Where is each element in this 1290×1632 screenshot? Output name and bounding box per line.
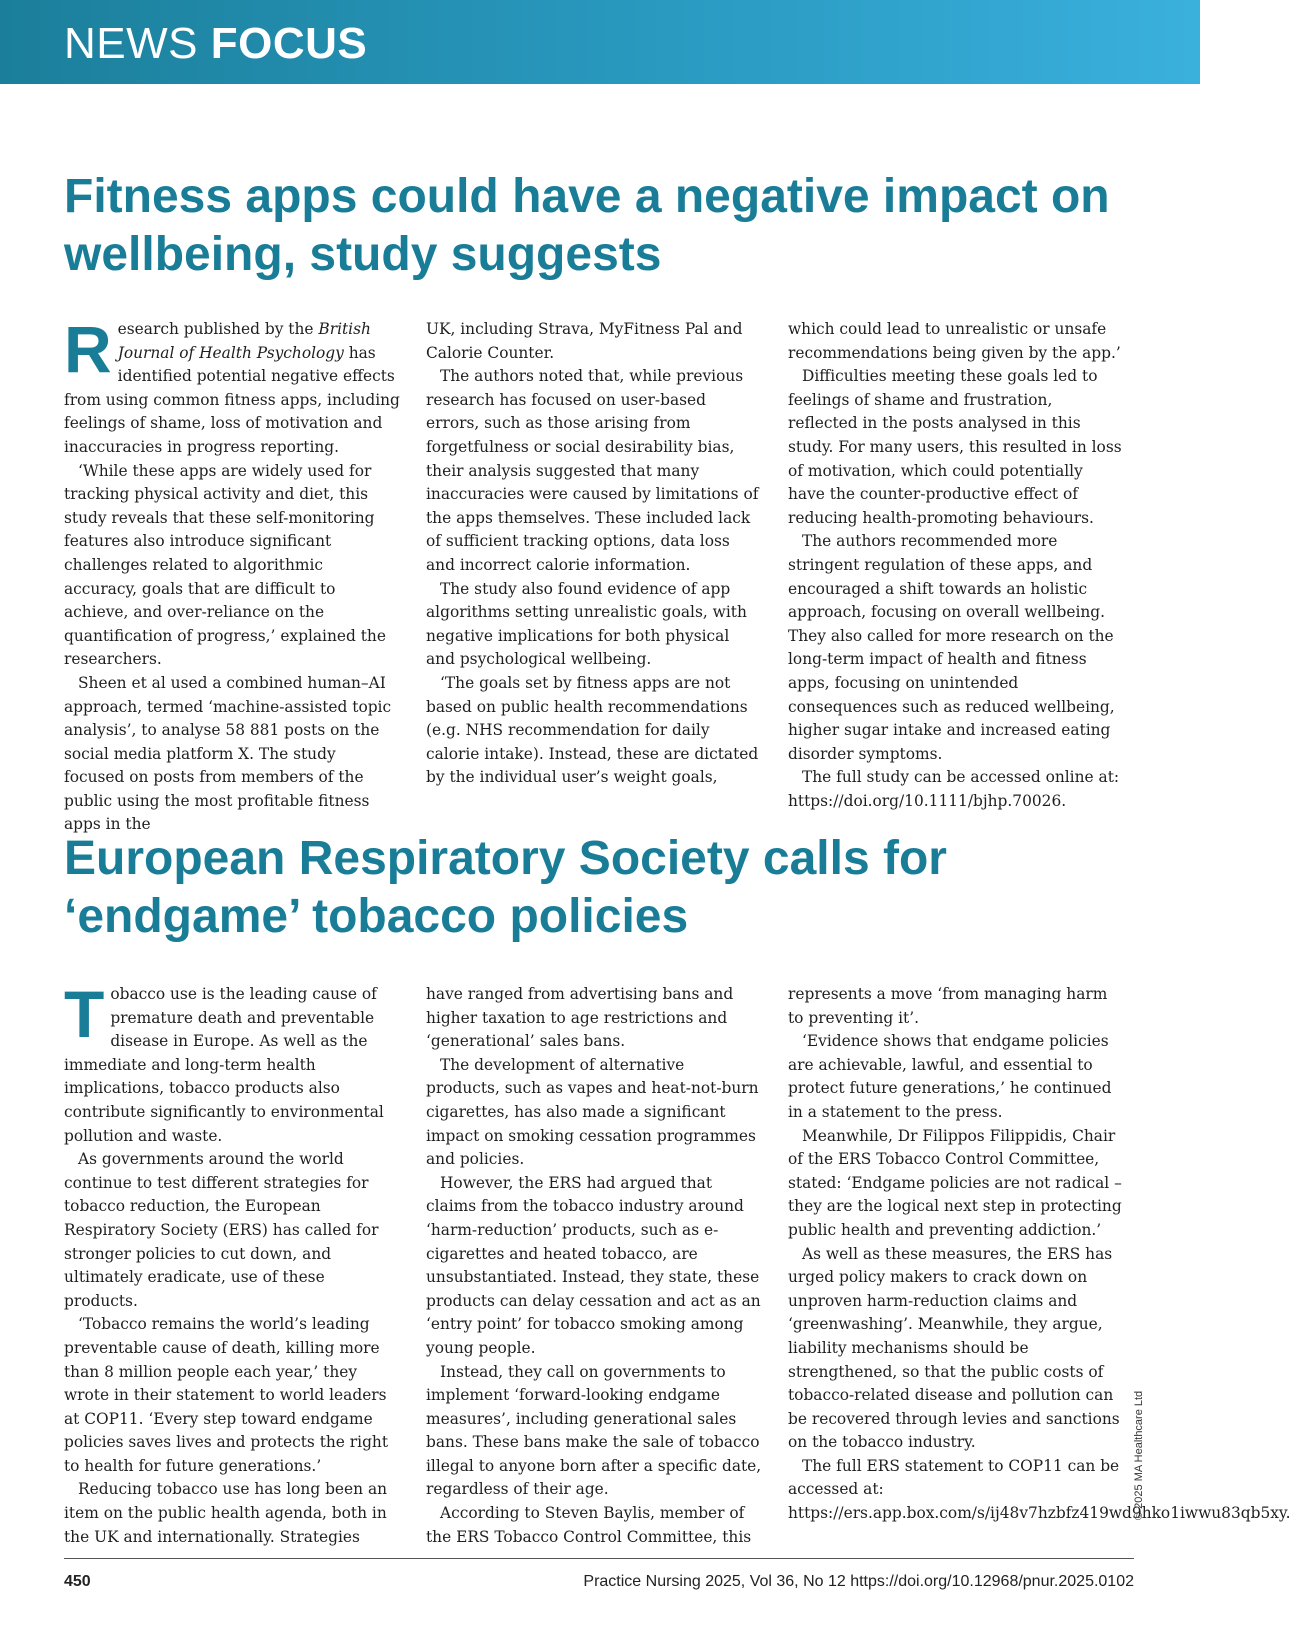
section-title [64, 19, 368, 68]
article1-paragraph: UK, including Strava, MyFitness Pal and Calorie Counter. [426, 320, 743, 362]
article2-paragraph: Reducing tobacco use has long been an item on the public health agenda, both in the UK and internationally. Strategies [64, 1480, 388, 1546]
journal-name: British Journal of Health Psychology [117, 320, 371, 362]
article1-paragraph: The authors noted that, while previous research has focused on user-based errors, such as those arising from forgetfulness or social desirability bias, their analysis suggested that many inaccuracies were caused by limitations of the apps themselves. These included lack of sufficient tracking options, data loss and incorrect calorie information. [426, 367, 759, 574]
article1-body [64, 312, 1134, 837]
copyright-notice: © 2025 MA Healthcare Ltd [1133, 1390, 1145, 1520]
article1-paragraph: esearch published by the [117, 320, 319, 338]
page-number: 450 [64, 1573, 91, 1590]
article2-paragraph: have ranged from advertising bans and higher taxation to age restrictions and ‘generational’ sales bans. [426, 985, 734, 1051]
article1-column-3 [788, 318, 1124, 837]
section-banner [0, 0, 1200, 84]
article2-paragraph: obacco use is the leading cause of premature death and preventable disease in Europe. As well as the immediate and long-term health implications, tobacco products also contribute significantly to environmental pollution and waste. [64, 985, 384, 1145]
article2-headline: European Respiratory Society calls for ‘endgame’ tobacco policies [64, 832, 947, 943]
article2-column-1 [64, 977, 400, 1549]
article2-dropcap: T [64, 977, 105, 1051]
article1-column-2 [426, 318, 762, 837]
article1-paragraph: has identified potential negative effects from using common fitness apps, including feelings of shame, loss of motivation and inaccuracies in progress reporting. [64, 343, 400, 456]
section-title-bold: FOCUS [210, 19, 368, 68]
article2-paragraph: Meanwhile, Dr Filippos Filippidis, Chair of the ERS Tobacco Control Committee, stated: ‘Endgame policies are not radical – they are the logical next step in protecting public health and preventing addiction.’ [788, 1126, 1122, 1239]
article1-column-1 [64, 312, 400, 837]
article1-paragraph: The study also found evidence of app algorithms setting unrealistic goals, with negative implications for both physical and psychological wellbeing. [426, 579, 747, 669]
article1-paragraph: Difficulties meeting these goals led to feelings of shame and frustration, reflected in the posts analysed in this study. For many users, this resulted in loss of motivation, which could potentially have the counter-productive effect of reducing health-promoting behaviours. [788, 367, 1122, 527]
footer-citation: Practice Nursing 2025, Vol 36, No 12 https://doi.org/10.12968/pnur.2025.0102 [583, 1573, 1134, 1590]
article2-paragraph: ‘Evidence shows that endgame policies are achievable, lawful, and essential to protect future generations,’ he continued in a statement to the press. [788, 1032, 1112, 1121]
article1-paragraph: ‘While these apps are widely used for tracking physical activity and diet, this study reveals that these self-monitoring features also introduce significant challenges related to algorithmic accuracy, goals that are difficult to achieve, and over-reliance on the quantification of progress,’ explained the researchers. [64, 461, 386, 669]
article1-paragraph: Sheen et al used a combined human–AI approach, termed ‘machine-assisted topic analysis’, to analyse 58 881 posts on the social media platform X. The study focused on posts from members of the public using the most profitable fitness apps in the [64, 673, 392, 834]
article1-paragraph: The authors recommended more stringent regulation of these apps, and encouraged a shift towards an holistic approach, focusing on overall wellbeing. They also called for more research on the long-term impact of health and fitness apps, focusing on unintended consequences such as reduced wellbeing, higher sugar intake and increased eating disorder symptoms. [788, 532, 1115, 763]
article2-column-2 [426, 983, 762, 1549]
article2-paragraph: According to Steven Baylis, member of the ERS Tobacco Control Committee, this [426, 1504, 752, 1546]
section-title-light: NEWS [64, 19, 211, 68]
article1-dropcap: R [64, 312, 112, 386]
article2-paragraph: Instead, they call on governments to implement ‘forward-looking endgame measures’, including generational sales bans. These bans make the sale of tobacco illegal to anyone born after a specific date, regardless of their age. [426, 1362, 762, 1499]
article2-statement-link: The full ERS statement to COP11 can be accessed at: https://ers.app.box.com/s/ij48v7hzbfz419wd9hko1iwwu83qb5xy. [788, 1456, 1290, 1523]
footer-divider [64, 1558, 1134, 1559]
article2-paragraph: As well as these measures, the ERS has urged policy makers to crack down on unproven harm-reduction claims and ‘greenwashing’. Meanwhile, they argue, liability mechanisms should be strengthened, so that the public costs of tobacco-related disease and pollution can be recovered through levies and sanctions on the tobacco industry. [788, 1244, 1120, 1452]
article1-paragraph: ‘The goals set by fitness apps are not based on public health recommendations (e.g. NHS recommendation for daily calorie intake). Instead, these are dictated by the individual user’s weight goals, [426, 673, 759, 787]
article2-paragraph: ‘Tobacco remains the world’s leading preventable cause of death, killing more than 8 million people each year,’ they wrote in their statement to world leaders at COP11. ‘Every step toward endgame policies saves lives and protects the right to health for future generations.’ [64, 1315, 389, 1475]
article1-paragraph: which could lead to unrealistic or unsafe recommendations being given by the app.’ [788, 320, 1121, 362]
article2-paragraph: represents a move ‘from managing harm to preventing it’. [788, 985, 1108, 1027]
article2-paragraph: As governments around the world continue to test different strategies for tobacco reduction, the European Respiratory Society (ERS) has called for stronger policies to cut down, and ultimately eradicate, use of these products. [64, 1150, 379, 1310]
article2-paragraph: The development of alternative products, such as vapes and heat-not-burn cigarettes, has also made a significant impact on smoking cessation programmes and policies. [426, 1055, 759, 1169]
article1-study-link: The full study can be accessed online at: https://doi.org/10.1111/bjhp.70026. [788, 768, 1120, 810]
article1-headline: Fitness apps could have a negative impact on wellbeing, study suggests [64, 170, 1110, 281]
article2-paragraph: However, the ERS had argued that claims from the tobacco industry around ‘harm-reduction’ products, such as e-cigarettes and heated tobacco, are unsubstantiated. Instead, they state, these products can delay cessation and act as an ‘entry point’ for tobacco smoking among young people. [426, 1173, 761, 1357]
